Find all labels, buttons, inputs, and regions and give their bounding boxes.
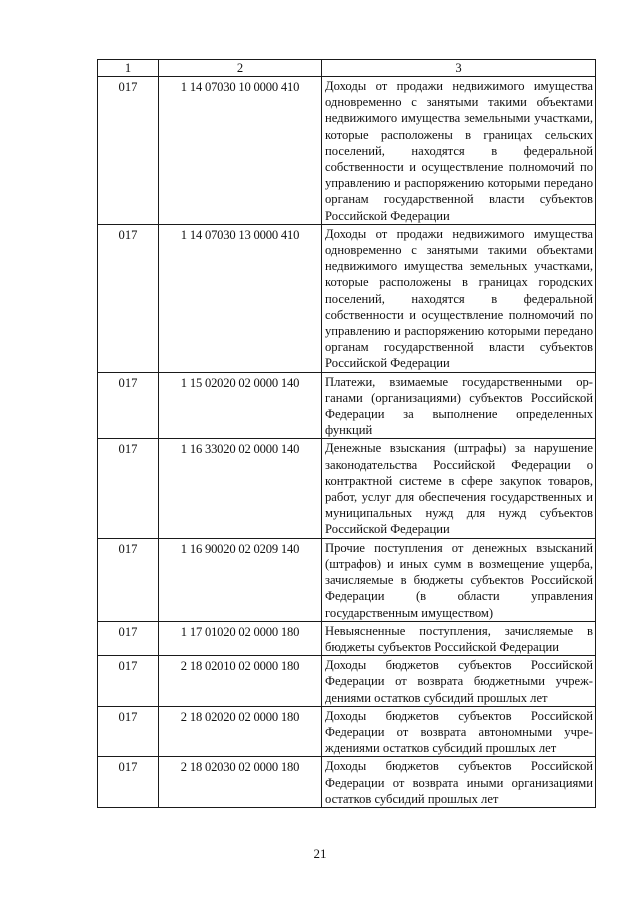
budget-classification-table xyxy=(97,59,596,808)
budget-code-cell: 1 15 02020 02 0000 140 xyxy=(159,372,322,439)
description-cell: Доходы от продажи недвижимого имущества одновременно с занятыми такими объектами недвижимого имущества земельными участками, которые расположены в границах сельских поселений, находятся в федеральной собственности и осуществление полномочий по управлению и распоряжению которыми передано органам государственной власти субъектов Российской Федерации xyxy=(322,77,596,225)
description-cell: Денежные взыскания (штрафы) за нарушение законодательства Российской Федерации о контрактной системе в сфере закупок товаров, работ, услуг для обеспечения государственных и муниципальных нужд для нужд субъектов Российской Федерации xyxy=(322,439,596,538)
admin-code-cell: 017 xyxy=(98,372,159,439)
table-header-row xyxy=(98,60,596,77)
description-cell: Невыясненные поступления, зачисляемые в бюджеты субъектов Российской Федерации xyxy=(322,621,596,655)
table-row xyxy=(98,706,596,757)
table-row xyxy=(98,538,596,621)
table-row xyxy=(98,372,596,439)
admin-code-cell: 017 xyxy=(98,656,159,707)
description-cell: Платежи, взимаемые государственными органами (организациями) субъектов Российской Федерации за выполнение определенных функций xyxy=(322,372,596,439)
description-cell: Доходы от продажи недвижимого имущества одновременно с занятыми такими объектами недвижимого имущества земельных участками, которые расположены в границах городских поселений, находятся в федеральной собственности и осуществление полномочий по управлению и распоряжению которыми передано органам государственной власти субъектов Российской Федерации xyxy=(322,224,596,372)
table-row xyxy=(98,439,596,538)
budget-code-cell: 1 17 01020 02 0000 180 xyxy=(159,621,322,655)
table-row xyxy=(98,77,596,225)
budget-code-cell: 2 18 02020 02 0000 180 xyxy=(159,706,322,757)
admin-code-cell: 017 xyxy=(98,757,159,808)
admin-code-cell: 017 xyxy=(98,706,159,757)
budget-code-cell: 1 14 07030 13 0000 410 xyxy=(159,224,322,372)
column-header-1: 1 xyxy=(98,60,159,77)
budget-code-cell: 1 16 33020 02 0000 140 xyxy=(159,439,322,538)
budget-code-cell: 1 16 90020 02 0209 140 xyxy=(159,538,322,621)
budget-code-cell: 2 18 02030 02 0000 180 xyxy=(159,757,322,808)
column-header-3: 3 xyxy=(322,60,596,77)
admin-code-cell: 017 xyxy=(98,77,159,225)
admin-code-cell: 017 xyxy=(98,538,159,621)
table-row xyxy=(98,757,596,808)
admin-code-cell: 017 xyxy=(98,439,159,538)
table-row xyxy=(98,224,596,372)
table-row xyxy=(98,656,596,707)
description-cell: Доходы бюджетов субъектов Российской Федерации от возврата иными организациями остатков субсидий прошлых лет xyxy=(322,757,596,808)
page-number: 21 xyxy=(313,846,327,861)
description-cell: Прочие поступления от денежных взысканий (штрафов) и иных сумм в возмещение ущерба, зачисляемые в бюджеты субъектов Российской Федерации (в области управления государственным имуществом) xyxy=(322,538,596,621)
admin-code-cell: 017 xyxy=(98,621,159,655)
table-row xyxy=(98,621,596,655)
admin-code-cell: 017 xyxy=(98,224,159,372)
description-cell: Доходы бюджетов субъектов Российской Федерации от возврата бюджетными учреждениями остатков субсидий прошлых лет xyxy=(322,656,596,707)
column-header-2: 2 xyxy=(159,60,322,77)
budget-code-cell: 2 18 02010 02 0000 180 xyxy=(159,656,322,707)
description-cell: Доходы бюджетов субъектов Российской Федерации от возврата автономными учреждениями остатков субсидий прошлых лет xyxy=(322,706,596,757)
budget-code-cell: 1 14 07030 10 0000 410 xyxy=(159,77,322,225)
